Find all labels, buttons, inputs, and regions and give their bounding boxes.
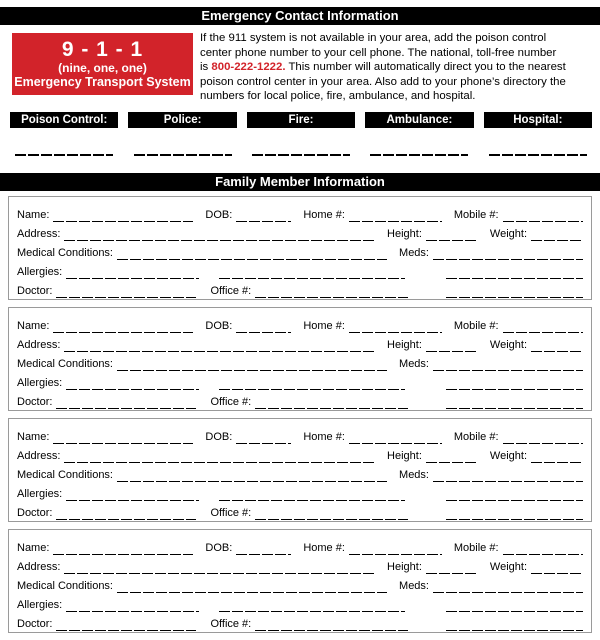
contact-label-police: Police:	[128, 112, 236, 128]
name-blank[interactable]	[53, 320, 193, 333]
allergies-continuation-blank[interactable]	[219, 599, 405, 612]
contact-label-fire: Fire:	[247, 112, 355, 128]
poison-control-number-blank[interactable]	[15, 154, 113, 156]
family-members-list	[0, 196, 600, 640]
meds-label: Meds:	[399, 247, 429, 259]
meds-continuation-blank-2[interactable]	[446, 285, 583, 298]
allergies-label: Allergies:	[17, 377, 63, 389]
home-phone-blank[interactable]	[349, 542, 442, 555]
mobile-phone-label: Mobile #:	[453, 209, 499, 221]
family-section-bar	[0, 173, 600, 191]
family-member-block	[8, 307, 592, 411]
home-phone-blank[interactable]	[349, 320, 442, 333]
doctor-blank[interactable]	[56, 507, 196, 520]
office-phone-label: Office #:	[210, 285, 252, 297]
meds-blank[interactable]	[433, 247, 583, 260]
contact-blank-row	[10, 154, 592, 156]
member-row-address	[17, 444, 583, 463]
dob-label: DOB:	[205, 542, 233, 554]
member-row-medical	[17, 241, 583, 260]
meds-continuation-blank[interactable]	[446, 488, 583, 501]
contact-cell	[247, 154, 355, 156]
contact-cell	[128, 154, 236, 156]
meds-continuation-blank[interactable]	[446, 377, 583, 390]
medical-conditions-blank[interactable]	[117, 247, 387, 260]
member-row-allergies	[17, 482, 583, 501]
meds-label: Meds:	[399, 358, 429, 370]
address-label: Address:	[17, 339, 61, 351]
family-section-title: Family Member Information	[215, 174, 385, 189]
medical-conditions-blank[interactable]	[117, 469, 387, 482]
office-phone-blank[interactable]	[255, 396, 408, 409]
contact-cell	[10, 154, 118, 156]
nine-one-one-box	[12, 33, 193, 95]
nine-one-one-number: 9 - 1 - 1	[61, 38, 144, 61]
mobile-phone-blank[interactable]	[503, 209, 583, 222]
member-row-identity	[17, 314, 583, 333]
emergency-header-bar	[0, 7, 600, 25]
height-blank[interactable]	[426, 339, 478, 352]
dob-blank[interactable]	[236, 209, 291, 222]
name-blank[interactable]	[53, 542, 193, 555]
mobile-phone-label: Mobile #:	[453, 542, 499, 554]
mobile-phone-blank[interactable]	[503, 542, 583, 555]
meds-blank[interactable]	[433, 469, 583, 482]
medical-conditions-blank[interactable]	[117, 358, 387, 371]
address-label: Address:	[17, 561, 61, 573]
member-row-medical	[17, 463, 583, 482]
weight-label: Weight:	[489, 228, 527, 240]
member-row-doctor	[17, 501, 583, 520]
doctor-blank[interactable]	[56, 285, 196, 298]
weight-blank[interactable]	[531, 228, 583, 241]
allergies-blank[interactable]	[66, 599, 199, 612]
meds-continuation-blank-2[interactable]	[446, 396, 583, 409]
paragraph-text: is	[200, 61, 212, 74]
member-row-allergies	[17, 593, 583, 612]
meds-blank[interactable]	[433, 580, 583, 593]
doctor-blank[interactable]	[56, 618, 196, 631]
medical-conditions-label: Medical Conditions:	[17, 469, 113, 481]
allergies-continuation-blank[interactable]	[219, 377, 405, 390]
allergies-blank[interactable]	[66, 377, 199, 390]
allergies-label: Allergies:	[17, 266, 63, 278]
name-label: Name:	[17, 320, 50, 332]
medical-conditions-label: Medical Conditions:	[17, 247, 113, 259]
name-label: Name:	[17, 542, 50, 554]
member-row-identity	[17, 203, 583, 222]
weight-label: Weight:	[489, 450, 527, 462]
meds-continuation-blank-2[interactable]	[446, 507, 583, 520]
contact-cell	[365, 154, 473, 156]
mobile-phone-blank[interactable]	[503, 320, 583, 333]
mobile-phone-blank[interactable]	[503, 431, 583, 444]
home-phone-blank[interactable]	[349, 431, 442, 444]
address-blank[interactable]	[64, 339, 375, 352]
address-blank[interactable]	[64, 561, 375, 574]
member-row-address	[17, 333, 583, 352]
poison-control-phone-number: 800-222-1222.	[211, 61, 286, 74]
medical-conditions-blank[interactable]	[117, 580, 387, 593]
height-label: Height:	[387, 450, 422, 462]
member-row-doctor	[17, 279, 583, 298]
height-blank[interactable]	[426, 228, 478, 241]
emergency-header-title: Emergency Contact Information	[201, 8, 399, 23]
office-phone-blank[interactable]	[255, 618, 408, 631]
paragraph-text: This number will automatically direct you to the nearest	[285, 61, 566, 74]
family-member-block	[8, 196, 592, 300]
meds-continuation-blank[interactable]	[446, 266, 583, 279]
medical-conditions-label: Medical Conditions:	[17, 358, 113, 370]
address-blank[interactable]	[64, 450, 375, 463]
doctor-blank[interactable]	[56, 396, 196, 409]
member-row-identity	[17, 536, 583, 555]
height-label: Height:	[387, 339, 422, 351]
address-label: Address:	[17, 450, 61, 462]
member-row-doctor	[17, 612, 583, 631]
allergies-continuation-blank[interactable]	[219, 266, 405, 279]
meds-continuation-blank-2[interactable]	[446, 618, 583, 631]
family-member-block	[8, 529, 592, 633]
doctor-label: Doctor:	[17, 507, 53, 519]
office-phone-label: Office #:	[210, 618, 252, 630]
dob-label: DOB:	[205, 320, 233, 332]
member-row-address	[17, 555, 583, 574]
meds-continuation-blank[interactable]	[446, 599, 583, 612]
doctor-label: Doctor:	[17, 396, 53, 408]
home-phone-label: Home #:	[303, 542, 345, 554]
home-phone-label: Home #:	[303, 209, 345, 221]
weight-label: Weight:	[489, 339, 527, 351]
paragraph-line: poison control center in your area. Also add to your phone’s directory the	[200, 75, 566, 88]
member-row-allergies	[17, 371, 583, 390]
name-label: Name:	[17, 209, 50, 221]
paragraph-line: center phone number to your cell phone. The national, toll-free number	[200, 46, 557, 59]
address-blank[interactable]	[64, 228, 375, 241]
member-row-medical	[17, 574, 583, 593]
contact-label-ambulance: Ambulance:	[365, 112, 473, 128]
dob-blank[interactable]	[236, 320, 291, 333]
mobile-phone-label: Mobile #:	[453, 320, 499, 332]
fire-number-blank[interactable]	[252, 154, 350, 156]
height-label: Height:	[387, 228, 422, 240]
local-contacts-section	[10, 112, 592, 156]
mobile-phone-label: Mobile #:	[453, 431, 499, 443]
nine-one-one-subtitle: (nine, one, one)	[58, 61, 147, 75]
height-blank[interactable]	[426, 561, 478, 574]
contact-label-hospital: Hospital:	[484, 112, 592, 128]
member-row-identity	[17, 425, 583, 444]
member-row-doctor	[17, 390, 583, 409]
home-phone-label: Home #:	[303, 320, 345, 332]
dob-label: DOB:	[205, 431, 233, 443]
police-number-blank[interactable]	[134, 154, 232, 156]
nine-one-one-caption: Emergency Transport System	[14, 75, 191, 89]
doctor-label: Doctor:	[17, 618, 53, 630]
doctor-label: Doctor:	[17, 285, 53, 297]
meds-blank[interactable]	[433, 358, 583, 371]
office-phone-label: Office #:	[210, 396, 252, 408]
home-phone-blank[interactable]	[349, 209, 442, 222]
meds-label: Meds:	[399, 580, 429, 592]
poison-control-paragraph	[200, 31, 598, 104]
paragraph-line	[200, 60, 598, 75]
dob-label: DOB:	[205, 209, 233, 221]
address-label: Address:	[17, 228, 61, 240]
home-phone-label: Home #:	[303, 431, 345, 443]
name-blank[interactable]	[53, 209, 193, 222]
family-member-block	[8, 418, 592, 522]
member-row-medical	[17, 352, 583, 371]
member-row-allergies	[17, 260, 583, 279]
contact-label-row	[10, 112, 592, 128]
weight-blank[interactable]	[531, 450, 583, 463]
dob-blank[interactable]	[236, 431, 291, 444]
member-row-address	[17, 222, 583, 241]
weight-label: Weight:	[489, 561, 527, 573]
name-blank[interactable]	[53, 431, 193, 444]
height-label: Height:	[387, 561, 422, 573]
paragraph-line: If the 911 system is not available in your area, add the poison control	[200, 32, 547, 44]
ambulance-number-blank[interactable]	[370, 154, 468, 156]
contact-label-poison-control: Poison Control:	[10, 112, 118, 128]
allergies-continuation-blank[interactable]	[219, 488, 405, 501]
paragraph-line: numbers for local police, fire, ambulance, and hospital.	[200, 90, 476, 103]
office-phone-blank[interactable]	[255, 285, 408, 298]
weight-blank[interactable]	[531, 339, 583, 352]
allergies-blank[interactable]	[66, 488, 199, 501]
weight-blank[interactable]	[531, 561, 583, 574]
allergies-blank[interactable]	[66, 266, 199, 279]
meds-label: Meds:	[399, 469, 429, 481]
contact-cell	[484, 154, 592, 156]
allergies-label: Allergies:	[17, 599, 63, 611]
name-label: Name:	[17, 431, 50, 443]
dob-blank[interactable]	[236, 542, 291, 555]
height-blank[interactable]	[426, 450, 478, 463]
office-phone-label: Office #:	[210, 507, 252, 519]
hospital-number-blank[interactable]	[489, 154, 587, 156]
office-phone-blank[interactable]	[255, 507, 408, 520]
allergies-label: Allergies:	[17, 488, 63, 500]
medical-conditions-label: Medical Conditions:	[17, 580, 113, 592]
